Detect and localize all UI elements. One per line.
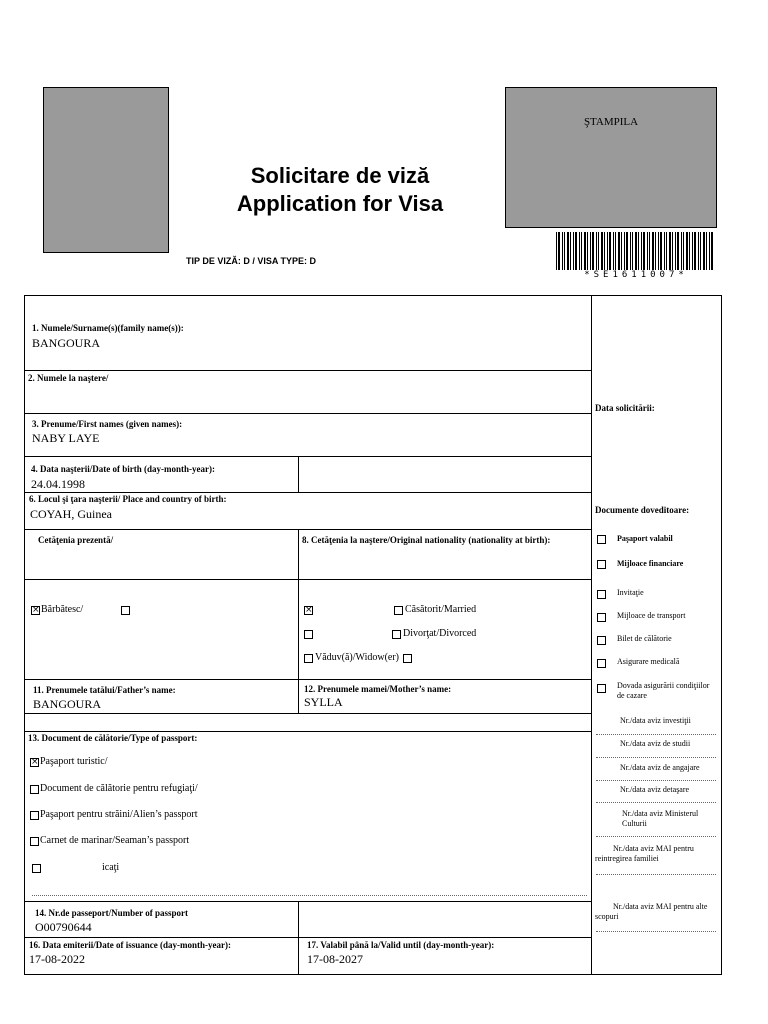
pob-cell bbox=[24, 492, 592, 530]
barcode-bar bbox=[698, 232, 699, 270]
side-note-line bbox=[596, 780, 716, 781]
marital-separated-checkbox[interactable] bbox=[304, 630, 313, 639]
barcode-bar bbox=[689, 232, 690, 270]
barcode-bar bbox=[570, 232, 571, 270]
barcode-bar bbox=[703, 232, 705, 270]
barcode-bar bbox=[664, 232, 665, 270]
side-check-lodging[interactable] bbox=[597, 684, 606, 693]
stamp-label: ŞTAMPILA bbox=[583, 116, 639, 128]
doc-seaman-label: Carnet de marinar/Seaman’s passport bbox=[40, 835, 190, 846]
side-check-ticket[interactable] bbox=[597, 636, 606, 645]
side-note-family: Nr./data aviz MAI pentru reintregirea familiei bbox=[595, 844, 694, 863]
doc-tourist-label: Paşaport turistic/ bbox=[40, 756, 108, 767]
dob-label: 4. Data naşterii/Date of birth (day-month-year): bbox=[31, 464, 215, 474]
barcode-bar bbox=[562, 232, 563, 270]
birth-name-cell bbox=[24, 370, 592, 414]
barcode-bar bbox=[579, 232, 580, 270]
barcode-bar bbox=[660, 232, 662, 270]
doc-refugee-label: Document de călătorie pentru refugiaţi/ bbox=[40, 783, 198, 794]
doc-other-label: icaţi bbox=[102, 862, 120, 873]
dob-cell bbox=[24, 456, 299, 493]
current-nat-cell bbox=[24, 529, 299, 580]
sex-male-label: Bărbătesc/ bbox=[41, 604, 84, 615]
barcode-bar bbox=[626, 232, 628, 270]
pob-value[interactable]: COYAH, Guinea bbox=[30, 507, 112, 521]
marital-married-checkbox[interactable] bbox=[394, 606, 403, 615]
page-title bbox=[200, 162, 480, 218]
side-item-passport: Paşaport valabil bbox=[617, 534, 673, 543]
mother-label: 12. Prenumele mamei/Mother’s name: bbox=[304, 684, 452, 694]
dob-value[interactable]: 24.04.1998 bbox=[31, 477, 85, 491]
first-names-value[interactable]: NABY LAYE bbox=[32, 431, 100, 445]
doc-alien-checkbox[interactable] bbox=[30, 811, 39, 820]
father-cell bbox=[24, 679, 299, 714]
side-note-culture: Nr./data aviz Ministerul Culturii bbox=[622, 809, 699, 828]
barcode-bar bbox=[658, 232, 659, 270]
marital-other-checkbox[interactable] bbox=[403, 654, 412, 663]
dob-side-cell bbox=[298, 456, 592, 493]
barcode-bar bbox=[630, 232, 631, 270]
side-check-passport[interactable] bbox=[597, 535, 606, 544]
barcode-bar bbox=[615, 232, 616, 270]
barcode-bar bbox=[621, 232, 622, 270]
doc-type-cell bbox=[24, 731, 592, 902]
issue-cell bbox=[24, 937, 299, 975]
doc-other-checkbox[interactable] bbox=[32, 864, 41, 873]
photo-placeholder bbox=[43, 87, 169, 253]
barcode-bar bbox=[643, 232, 645, 270]
marital-widow-label: Văduv(ă)/Widow(er) bbox=[315, 652, 400, 663]
mother-value[interactable]: SYLLA bbox=[304, 695, 343, 709]
side-note-employment: Nr./data aviz de angajare bbox=[620, 763, 700, 772]
mother-cell bbox=[298, 679, 592, 714]
side-note-line bbox=[596, 734, 716, 735]
barcode-bar bbox=[632, 232, 633, 270]
barcode-bar bbox=[575, 232, 577, 270]
side-note-line bbox=[596, 757, 716, 758]
original-nat-label: 8. Cetăţenia la naştere/Original nationality (nationality at birth): bbox=[302, 535, 551, 545]
barcode-bar bbox=[587, 232, 588, 270]
father-value[interactable]: BANGOURA bbox=[33, 697, 102, 711]
side-note-investments: Nr./data aviz investiţii bbox=[620, 716, 691, 725]
valid-value[interactable]: 17-08-2027 bbox=[307, 952, 363, 966]
side-note-other: Nr./data aviz MAI pentru alte scopuri bbox=[595, 902, 708, 921]
barcode-bar bbox=[649, 232, 650, 270]
barcode-bar bbox=[558, 232, 560, 270]
marital-widow-checkbox[interactable] bbox=[304, 654, 313, 663]
barcode-bar bbox=[635, 232, 637, 270]
barcode-bar bbox=[706, 232, 707, 270]
side-date-label: Data solicitării: bbox=[595, 403, 655, 413]
side-note-line bbox=[596, 802, 716, 803]
marital-cell bbox=[298, 579, 592, 680]
barcode-bar bbox=[567, 232, 569, 270]
barcode-bar bbox=[638, 232, 639, 270]
side-note-studies: Nr./data aviz de studii bbox=[620, 739, 691, 748]
side-item-funds: Mijloace financiare bbox=[617, 559, 684, 568]
barcode bbox=[556, 232, 716, 270]
issue-value[interactable]: 17-08-2022 bbox=[29, 952, 85, 966]
marital-married-label: Căsătorit/Married bbox=[405, 604, 477, 615]
sex-cell bbox=[24, 579, 299, 680]
sex-male-checkbox[interactable]: × bbox=[32, 605, 40, 615]
barcode-bar bbox=[652, 232, 654, 270]
first-names-cell bbox=[24, 413, 592, 457]
passport-no-cell bbox=[24, 901, 299, 938]
barcode-bar bbox=[598, 232, 599, 270]
barcode-text: *SE1611007* bbox=[584, 270, 688, 280]
barcode-bar bbox=[681, 232, 682, 270]
barcode-bar bbox=[666, 232, 667, 270]
surname-cell bbox=[24, 295, 592, 371]
doc-seaman-checkbox[interactable] bbox=[30, 837, 39, 846]
marital-divorced-label: Divorţat/Divorced bbox=[403, 628, 477, 639]
sex-female-checkbox[interactable] bbox=[121, 606, 130, 615]
barcode-bar bbox=[604, 232, 605, 270]
barcode-bar bbox=[711, 232, 713, 270]
birth-name-label: 2. Numele la naştere/ bbox=[28, 373, 109, 383]
barcode-bar bbox=[669, 232, 671, 270]
doc-other-line bbox=[32, 895, 587, 896]
barcode-bar bbox=[590, 232, 591, 270]
side-item-ticket: Bilet de călătorie bbox=[617, 634, 672, 643]
stamp-box bbox=[505, 87, 717, 228]
first-names-label: 3. Prenume/First names (given names): bbox=[32, 419, 183, 429]
pob-label: 6. Locul şi ţara naşterii/ Place and country of birth: bbox=[29, 494, 227, 504]
barcode-bar bbox=[672, 232, 673, 270]
side-check-transport[interactable] bbox=[597, 613, 606, 622]
barcode-bar bbox=[694, 232, 696, 270]
doc-type-label: 13. Document de călătorie/Type of passport: bbox=[28, 733, 198, 743]
barcode-bar bbox=[709, 232, 710, 270]
passport-no-value[interactable]: O00790644 bbox=[35, 920, 92, 934]
father-label: 11. Prenumele tatălui/Father’s name: bbox=[33, 685, 176, 695]
barcode-bar bbox=[584, 232, 586, 270]
barcode-bar bbox=[581, 232, 582, 270]
doc-tourist-checkbox[interactable]: × bbox=[31, 757, 39, 767]
side-item-lodging: Dovada asigurării condiţiilor de cazare bbox=[617, 681, 710, 700]
marital-divorced-checkbox[interactable] bbox=[392, 630, 401, 639]
side-note-line bbox=[596, 836, 716, 837]
valid-cell bbox=[298, 937, 592, 975]
barcode-bar bbox=[564, 232, 565, 270]
side-check-invitation[interactable] bbox=[597, 590, 606, 599]
valid-label: 17. Valabil până la/Valid until (day-month-year): bbox=[307, 940, 495, 950]
side-note-posting: Nr./data aviz detaşare bbox=[620, 785, 690, 794]
barcode-bar bbox=[556, 232, 557, 270]
barcode-bar bbox=[647, 232, 648, 270]
barcode-bar bbox=[592, 232, 594, 270]
surname-value[interactable]: BANGOURA bbox=[32, 336, 101, 350]
original-nat-cell bbox=[298, 529, 592, 580]
barcode-bar bbox=[675, 232, 676, 270]
barcode-bar bbox=[601, 232, 603, 270]
issue-label: 16. Data emiterii/Date of issuance (day-month-year): bbox=[29, 940, 231, 950]
title-en: Application for Visa bbox=[236, 191, 444, 216]
barcode-bar bbox=[613, 232, 614, 270]
marital-single-checkbox[interactable]: × bbox=[305, 605, 313, 615]
side-note-line bbox=[596, 874, 716, 875]
barcode-bar bbox=[609, 232, 611, 270]
visa-type: TIP DE VIZĂ: D / VISA TYPE: D bbox=[186, 256, 317, 266]
passport-side-cell bbox=[298, 901, 592, 938]
barcode-bar bbox=[596, 232, 597, 270]
doc-alien-label: Paşaport pentru străini/Alien’s passport bbox=[40, 809, 198, 820]
barcode-bar bbox=[641, 232, 642, 270]
barcode-bar bbox=[686, 232, 688, 270]
side-item-insurance: Asigurare medicală bbox=[617, 657, 680, 666]
side-docs-label: Documente doveditoare: bbox=[595, 505, 690, 515]
passport-no-label: 14. Nr.de passeport/Number of passport bbox=[35, 908, 189, 918]
barcode-bar bbox=[683, 232, 684, 270]
title-ro: Solicitare de viză bbox=[250, 163, 430, 188]
surname-label: 1. Numele/Surname(s)(family name(s)): bbox=[32, 323, 184, 333]
barcode-bar bbox=[618, 232, 620, 270]
barcode-bar bbox=[573, 232, 574, 270]
barcode-bar bbox=[692, 232, 693, 270]
current-nat-label: Cetăţenia prezentă/ bbox=[38, 535, 114, 545]
side-check-insurance[interactable] bbox=[597, 659, 606, 668]
barcode-bar bbox=[624, 232, 625, 270]
side-check-funds[interactable] bbox=[597, 560, 606, 569]
barcode-bar bbox=[655, 232, 656, 270]
barcode-bar bbox=[607, 232, 608, 270]
barcode-bar bbox=[677, 232, 679, 270]
side-item-invitation: Invitaţie bbox=[617, 588, 644, 597]
side-note-line bbox=[596, 931, 716, 932]
doc-refugee-checkbox[interactable] bbox=[30, 785, 39, 794]
side-item-transport: Mijloace de transport bbox=[617, 611, 686, 620]
barcode-bar bbox=[700, 232, 701, 270]
